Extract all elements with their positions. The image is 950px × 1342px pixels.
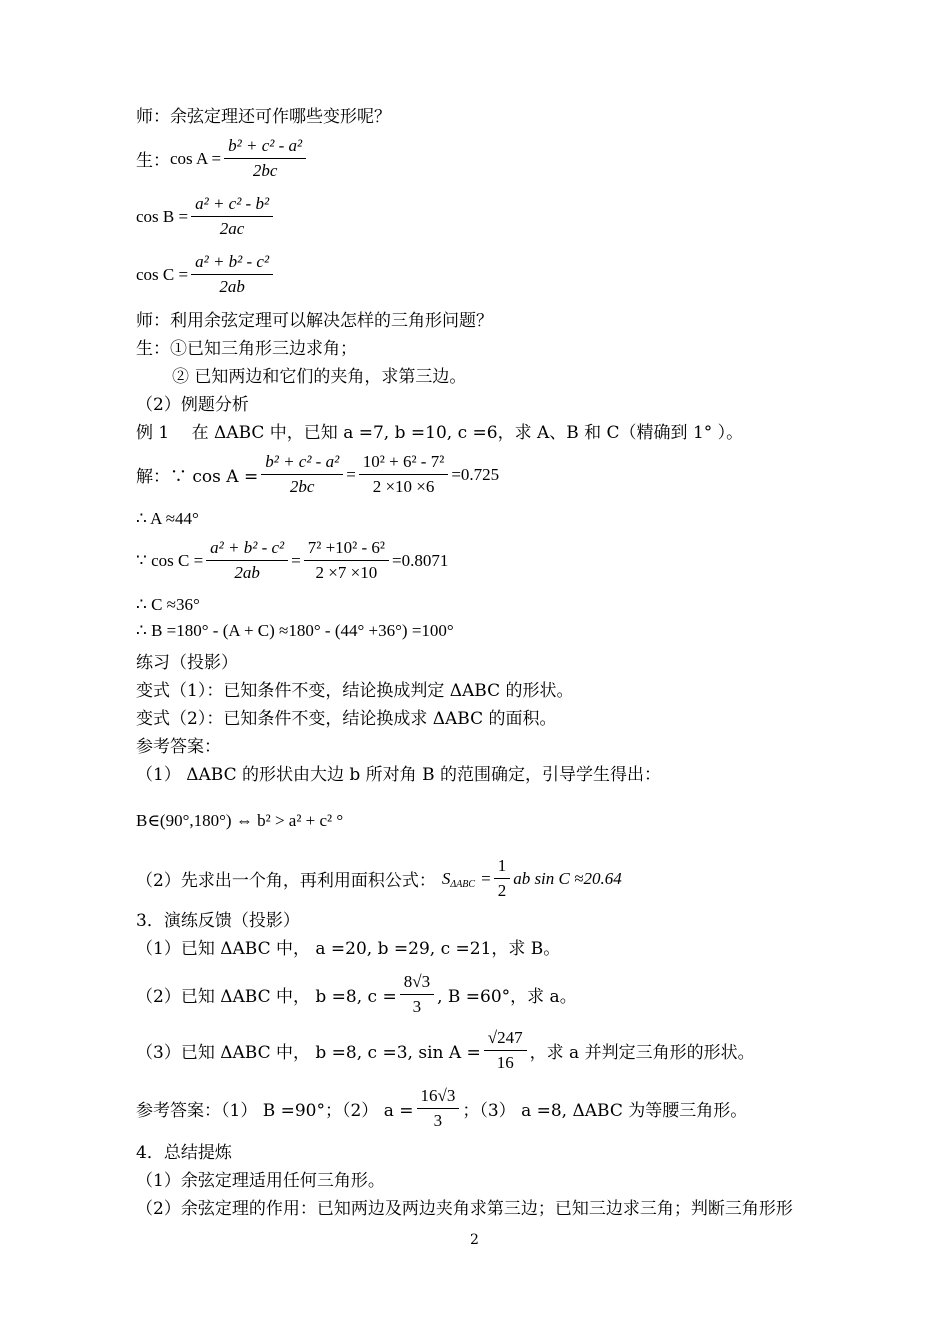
- area-eq: =: [481, 868, 491, 888]
- sin-a-num: √247: [484, 1028, 527, 1051]
- area-formula-line: [136, 856, 622, 901]
- c-val-num: 8√3: [400, 972, 434, 995]
- student-prefix: 生：: [136, 151, 170, 171]
- sol-c-result: =0.8071: [392, 550, 449, 570]
- summary-1: （1）余弦定理适用任何三角形。: [136, 1171, 385, 1191]
- sol-a-num2: 10² + 6² - 7²: [359, 452, 449, 475]
- exercise-2: [136, 972, 577, 1017]
- ans-suffix: ；（3） a =8, ΔABC 为等腰三角形。: [462, 1101, 748, 1121]
- sol-a-den2: 2 ×10 ×6: [372, 477, 435, 496]
- area-prefix: （2）先求出一个角，再利用面积公式：: [136, 871, 436, 891]
- sol-c-num1: a² + b² - c²: [206, 538, 288, 561]
- ex2-prefix: （2）已知 ΔABC 中， b =8, c =: [136, 987, 397, 1007]
- therefore-c: ∴ C ≈36°: [136, 595, 200, 614]
- summary-2: （2）余弦定理的作用：已知两边及两边夹角求第三边；已知三边求三角；判断三角形形: [136, 1199, 793, 1219]
- reference-answer-heading: 参考答案：: [136, 737, 221, 757]
- because-cos-c: ∵ cos C =: [136, 550, 204, 570]
- ex3-prefix: （3）已知 ΔABC 中， b =8, c =3, sin A =: [136, 1043, 481, 1063]
- section-4-heading: 4．总结提炼: [136, 1143, 232, 1163]
- variant-2: 变式（2）：已知条件不变，结论换成求 ΔABC 的面积。: [136, 709, 557, 729]
- cos-a-numerator: b² + c² - a²: [224, 136, 306, 159]
- cos-c-lhs: cos C =: [136, 264, 189, 284]
- sol-c-num2: 7² +10² - 6²: [304, 538, 389, 561]
- therefore-b: ∴ B =180° - (A + C) ≈180° - (44° +36°) =100°: [136, 621, 454, 640]
- teacher-question-1: 师：余弦定理还可作哪些变形呢？: [136, 107, 391, 127]
- solution-prefix: 解：∵ cos A =: [136, 467, 259, 487]
- ex2-suffix: , B =60°，求 a。: [437, 987, 577, 1007]
- student-answer-2: ② 已知两边和它们的夹角，求第三边。: [172, 367, 467, 387]
- solution-cos-a: [136, 452, 499, 497]
- example-1-statement: 例 1 在 ΔABC 中，已知 a =7, b =10, c =6，求 A、B 和 C（精确到 1° ）。: [136, 423, 744, 443]
- student-answer-1: 生：①已知三角形三边求角；: [136, 339, 357, 359]
- sin-a-den: 16: [496, 1053, 514, 1072]
- half-den: 2: [497, 881, 507, 900]
- section-3-heading: 3．演练反馈（投影）: [136, 911, 300, 931]
- cos-b-denominator: 2ac: [219, 219, 245, 238]
- formula-cos-c: [136, 252, 276, 297]
- area-s: S: [441, 868, 451, 888]
- sol-a-num1: b² + c² - a²: [261, 452, 343, 475]
- cos-a-lhs: cos A =: [170, 148, 222, 168]
- area-rest: ab sin C ≈20.64: [513, 868, 622, 888]
- sol-a-den1: 2bc: [289, 477, 315, 496]
- sol-a-eq: =: [346, 464, 356, 484]
- exercise-3: [136, 1028, 755, 1073]
- formula-cos-a: [136, 136, 309, 181]
- cos-a-denominator: 2bc: [252, 161, 278, 180]
- cos-c-denominator: 2ab: [219, 277, 245, 296]
- cos-b-lhs: cos B =: [136, 206, 189, 226]
- ans-a-den: 3: [433, 1111, 443, 1130]
- ans-a-num: 16√3: [417, 1086, 460, 1109]
- ex3-suffix: ，求 a 并判定三角形的形状。: [529, 1043, 755, 1063]
- reference-answer-1: （1） ΔABC 的形状由大边 b 所对角 B 的范围确定，引导学生得出：: [136, 765, 661, 785]
- exercise-1: （1）已知 ΔABC 中， a =20, b =29, c =21，求 B。: [136, 939, 561, 959]
- sol-c-den1: 2ab: [234, 563, 260, 582]
- sol-c-eq: =: [291, 550, 301, 570]
- area-subscript: ΔABC: [450, 879, 476, 890]
- cos-b-numerator: a² + c² - b²: [191, 194, 273, 217]
- sol-c-den2: 2 ×7 ×10: [315, 563, 378, 582]
- half-num: 1: [494, 856, 511, 879]
- range-condition: B∈(90°,180°) ⇔ b² > a² + c² °: [136, 811, 344, 830]
- therefore-a: ∴ A ≈44°: [136, 509, 199, 528]
- formula-cos-b: [136, 194, 276, 239]
- variant-1: 变式（1）：已知条件不变，结论换成判定 ΔABC 的形状。: [136, 681, 574, 701]
- exercise-answers: [136, 1086, 747, 1131]
- page-number: 2: [470, 1232, 479, 1248]
- solution-cos-c: [136, 538, 448, 583]
- teacher-question-2: 师：利用余弦定理可以解决怎样的三角形问题？: [136, 311, 493, 331]
- cos-c-numerator: a² + b² - c²: [191, 252, 273, 275]
- sol-a-result: =0.725: [451, 464, 500, 484]
- ans-prefix: 参考答案：（1） B =90°；（2） a =: [136, 1101, 414, 1121]
- section-example-analysis: （2）例题分析: [136, 395, 249, 415]
- c-val-den: 3: [412, 997, 422, 1016]
- practice-heading: 练习（投影）: [136, 653, 238, 673]
